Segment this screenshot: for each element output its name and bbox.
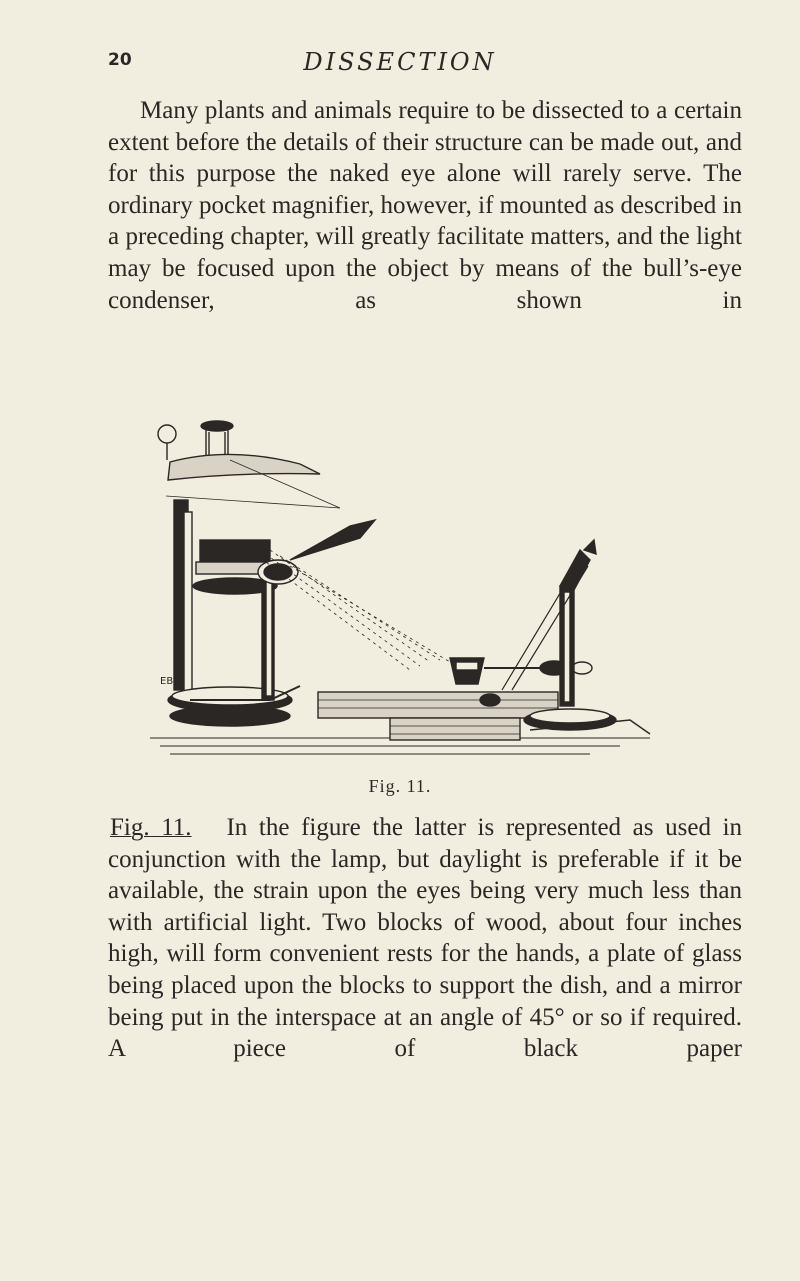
figure-reference: Fig. 11. (110, 814, 192, 841)
engraver-mark: EB (160, 676, 174, 687)
paragraph-1: Many plants and animals require to be dissected to a certain extent before the details of their structure can be made out, and for this purpose the naked eye alone will rarely serve. The ordinary pocket magnifier, however, if mounted as described in a preceding chapter, will greatly facilitate matters, and the light may be focused upon the object by means of the bull’s-eye condenser, as shown in (108, 97, 742, 314)
figure-caption: Fig. 11. (368, 776, 432, 796)
page-number: 20 (108, 50, 132, 70)
running-head: DISSECTION (303, 48, 497, 76)
page-header (0, 48, 800, 88)
figure-illustration (150, 400, 690, 770)
paragraph-2 (108, 812, 742, 1065)
paragraph-2-text: In the figure the latter is represented as used in conjunction with the lamp, but daylight is preferable if it be available, the strain upon the eyes being very much less than with artificial light. Two blocks of wood, about four inches high, will form convenient rests for the hands, a plate of glass being placed upon the blocks to support the dish, and a mirror being put in the interspace at an angle of 45° or so if required. A piece of black paper (108, 814, 743, 1063)
dissecting-setup-engraving (150, 400, 690, 770)
